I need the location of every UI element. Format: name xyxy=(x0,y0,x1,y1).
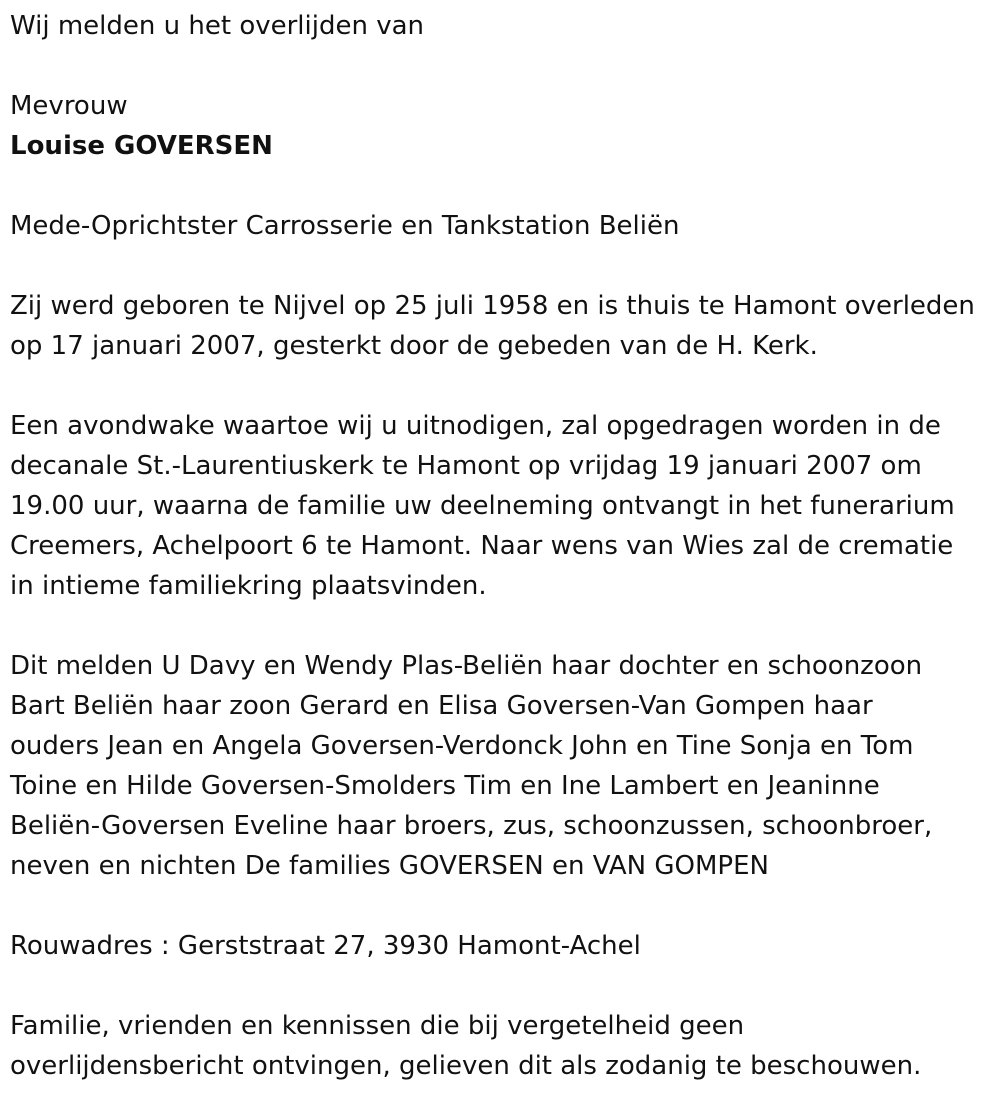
salutation: Mevrouw xyxy=(10,91,128,121)
paragraph-line: neven en nichten De families GOVERSEN en VAN GOMPEN xyxy=(10,851,769,881)
closing-paragraph xyxy=(10,1006,995,1086)
mourning-address: Rouwadres : Gerststraat 27, 3930 Hamont-Achel xyxy=(10,931,641,961)
paragraph-line: Een avondwake waartoe wij u uitnodigen, zal opgedragen worden in de xyxy=(10,411,941,441)
paragraph-line: 19.00 uur, waarna de familie uw deelneming ontvangt in het funerarium xyxy=(10,491,955,521)
deceased-name: Louise GOVERSEN xyxy=(10,131,273,161)
family-paragraph xyxy=(10,646,995,886)
paragraph-line: overlijdensbericht ontvingen, gelieven dit als zodanig te beschouwen. xyxy=(10,1051,922,1081)
paragraph-line: Familie, vrienden en kennissen die bij vergetelheid geen xyxy=(10,1011,745,1041)
wake-paragraph xyxy=(10,406,995,606)
paragraph-line: in intieme familiekring plaatsvinden. xyxy=(10,571,487,601)
birth-death-paragraph xyxy=(10,286,995,366)
paragraph-line: Creemers, Achelpoort 6 te Hamont. Naar wens van Wies zal de crematie xyxy=(10,531,954,561)
deceased-role: Mede-Oprichtster Carrosserie en Tankstation Beliën xyxy=(10,211,680,241)
paragraph-line: Beliën-Goversen Eveline haar broers, zus, schoonzussen, schoonbroer, xyxy=(10,811,933,841)
paragraph-line: Bart Beliën haar zoon Gerard en Elisa Goversen-Van Gompen haar xyxy=(10,691,873,721)
paragraph-line: Dit melden U Davy en Wendy Plas-Beliën haar dochter en schoonzoon xyxy=(10,651,923,681)
paragraph-line: op 17 januari 2007, gesterkt door de gebeden van de H. Kerk. xyxy=(10,331,818,361)
intro-text: Wij melden u het overlijden van xyxy=(10,11,425,41)
obituary-notice xyxy=(10,6,995,1086)
paragraph-line: Zij werd geboren te Nijvel op 25 juli 1958 en is thuis te Hamont overleden xyxy=(10,291,975,321)
paragraph-line: Toine en Hilde Goversen-Smolders Tim en Ine Lambert en Jeaninne xyxy=(10,771,880,801)
paragraph-line: ouders Jean en Angela Goversen-Verdonck John en Tine Sonja en Tom xyxy=(10,731,914,761)
paragraph-line: decanale St.-Laurentiuskerk te Hamont op vrijdag 19 januari 2007 om xyxy=(10,451,922,481)
